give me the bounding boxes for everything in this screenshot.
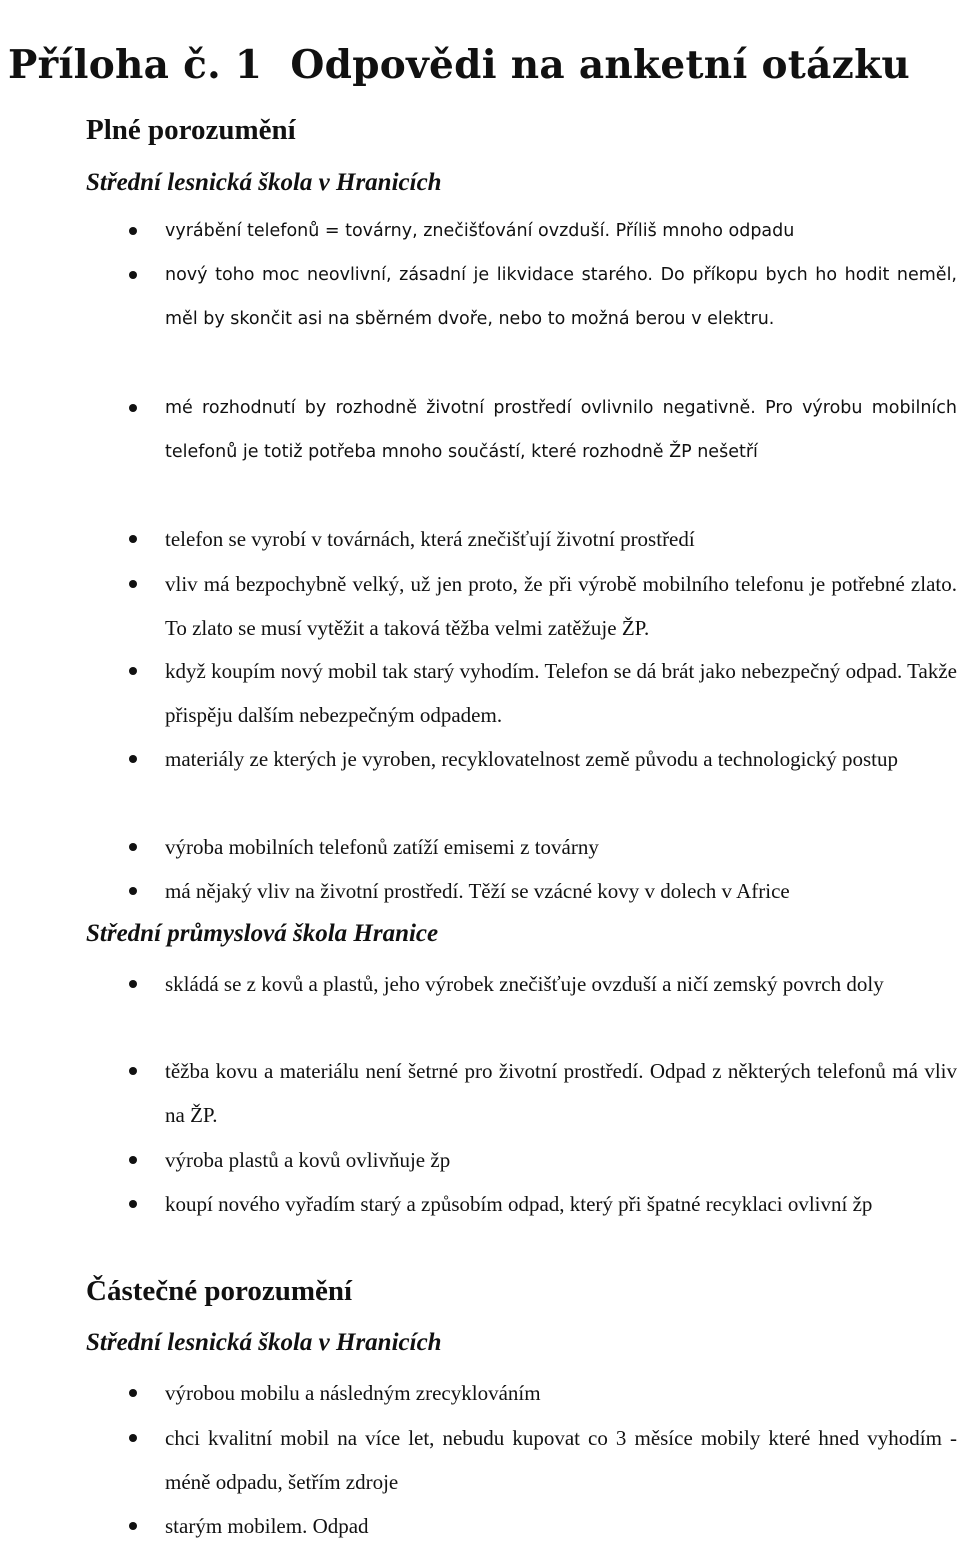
bullet-icon xyxy=(129,227,137,235)
list-item: výrobou mobilu a následným zrecyklováním xyxy=(165,1381,541,1405)
bullet-icon xyxy=(129,1156,137,1164)
bullet-icon xyxy=(129,1522,137,1530)
list-item: starým mobilem. Odpad xyxy=(165,1514,369,1538)
appendix-title-text: Odpovědi na anketní otázku xyxy=(290,42,911,88)
bullet-icon xyxy=(129,843,137,851)
list-item: vliv má bezpochybně velký, už jen proto, že při výrobě mobilního telefonu je potřebné zlato. To zlato se musí vytěžit a taková těžba velmi zatěžuje ŽP. xyxy=(165,572,957,640)
school-heading-forestry-partial: Střední lesnická škola v Hranicích xyxy=(86,1329,442,1356)
bullet-icon xyxy=(129,1389,137,1397)
bullet-icon xyxy=(129,1434,137,1442)
list-item: výroba plastů a kovů ovlivňuje žp xyxy=(165,1148,451,1172)
list-item: skládá se z kovů a plastů, jeho výrobek znečišťuje ovzduší a ničí zemský povrch doly xyxy=(165,972,884,996)
appendix-title xyxy=(8,42,910,88)
bullet-icon xyxy=(129,580,137,588)
list-item: chci kvalitní mobil na více let, nebudu kupovat co 3 měsíce mobily které hned vyhodím - méně odpadu, šetřím zdroje xyxy=(165,1426,957,1494)
list-item: má nějaký vliv na životní prostředí. Těží se vzácné kovy v dolech v Africe xyxy=(165,879,790,903)
bullet-icon xyxy=(129,271,137,279)
list-item: telefon se vyrobí v továrnách, která znečišťují životní prostředí xyxy=(165,527,695,551)
bullet-icon xyxy=(129,404,137,412)
list-item: když koupím nový mobil tak starý vyhodím. Telefon se dá brát jako nebezpečný odpad. Takže přispěju dalším nebezpečným odpadem. xyxy=(165,659,957,727)
bullet-icon xyxy=(129,887,137,895)
bullet-icon xyxy=(129,1067,137,1075)
bullet-icon xyxy=(129,980,137,988)
appendix-number: Příloha č. 1 xyxy=(8,42,263,88)
school-heading-forestry: Střední lesnická škola v Hranicích xyxy=(86,169,442,196)
bullet-icon xyxy=(129,1200,137,1208)
list-item: mé rozhodnutí by rozhodně životní prostředí ovlivnilo negativně. Pro výrobu mobilních telefonů je totiž potřeba mnoho součástí, které rozhodně ŽP nešetří xyxy=(165,398,957,462)
list-item: nový toho moc neovlivní, zásadní je likvidace starého. Do příkopu bych ho hodit neměl, měl by skončit asi na sběrném dvoře, nebo to možná berou v elektru. xyxy=(165,265,957,329)
bullet-icon xyxy=(129,755,137,763)
list-item: výroba mobilních telefonů zatíží emisemi z továrny xyxy=(165,835,599,859)
list-item: těžba kovu a materiálu není šetrné pro životní prostředí. Odpad z některých telefonů má vliv na ŽP. xyxy=(165,1059,957,1127)
section-heading-partial-understanding: Částečné porozumění xyxy=(86,1275,353,1307)
bullet-icon xyxy=(129,535,137,543)
list-item: materiály ze kterých je vyroben, recyklovatelnost země původu a technologický postup xyxy=(165,747,899,771)
school-heading-industrial: Střední průmyslová škola Hranice xyxy=(86,920,439,947)
list-item: koupí nového vyřadím starý a způsobím odpad, který při špatné recyklaci ovlivní žp xyxy=(165,1192,873,1216)
list-item: vyrábění telefonů = továrny, znečišťování ovzduší. Příliš mnoho odpadu xyxy=(165,221,795,241)
section-heading-full-understanding: Plné porozumění xyxy=(86,114,296,146)
bullet-icon xyxy=(129,667,137,675)
